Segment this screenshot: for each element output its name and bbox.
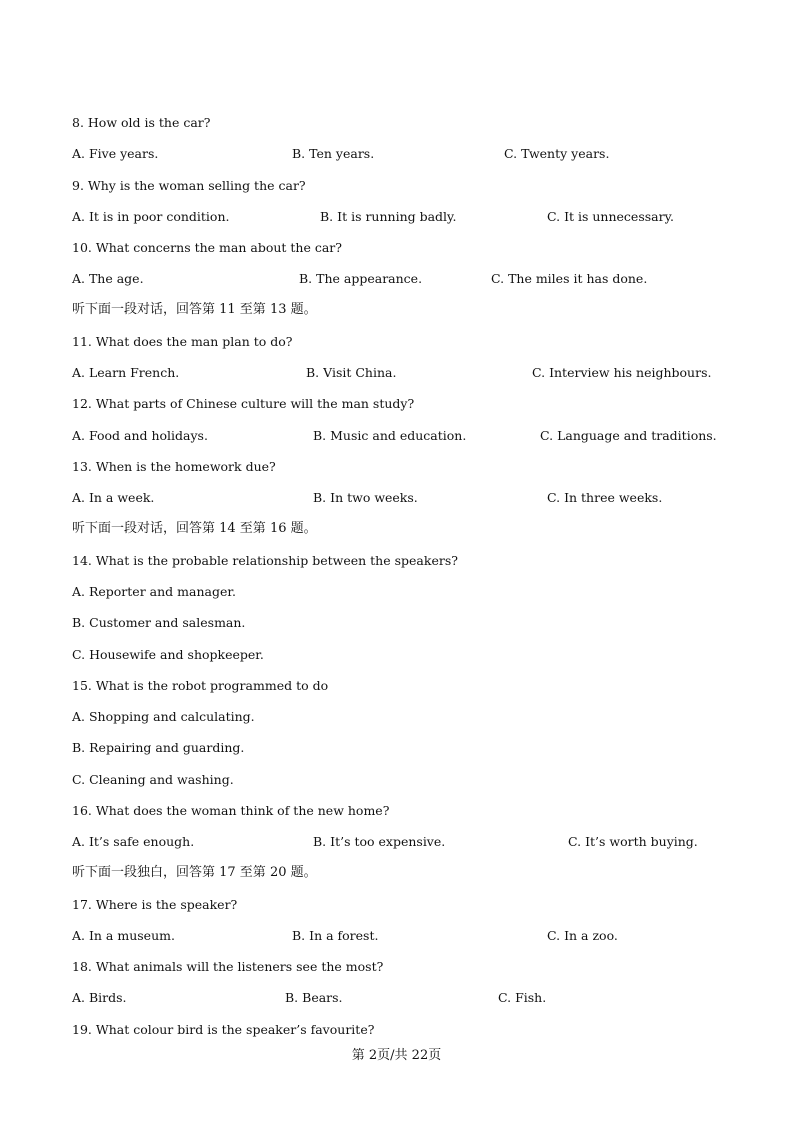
question-8-stem: 8. How old is the car? bbox=[72, 115, 211, 130]
option-a: A. The age. bbox=[72, 271, 144, 286]
option-b: B. In two weeks. bbox=[313, 490, 418, 505]
question-14-option-b: B. Customer and salesman. bbox=[72, 615, 246, 630]
option-a: A. Learn French. bbox=[72, 365, 180, 380]
question-16-stem: 16. What does the woman think of the new home? bbox=[72, 803, 390, 818]
question-17-stem: 17. Where is the speaker? bbox=[72, 897, 238, 912]
option-c: C. In a zoo. bbox=[547, 928, 618, 943]
option-c: C. It’s worth buying. bbox=[568, 834, 698, 849]
option-c: C. Fish. bbox=[498, 990, 547, 1005]
question-11-stem: 11. What does the man plan to do? bbox=[72, 334, 293, 349]
option-a: A. Five years. bbox=[72, 146, 159, 161]
option-b: B. In a forest. bbox=[292, 928, 379, 943]
option-c: C. The miles it has done. bbox=[491, 271, 648, 286]
question-15-stem: 15. What is the robot programmed to do bbox=[72, 678, 329, 693]
option-a: A. It’s safe enough. bbox=[72, 834, 195, 849]
option-c: C. Language and traditions. bbox=[540, 428, 717, 443]
option-b: B. Music and education. bbox=[313, 428, 467, 443]
question-14-option-c: C. Housewife and shopkeeper. bbox=[72, 647, 264, 662]
question-10-stem: 10. What concerns the man about the car? bbox=[72, 240, 342, 255]
option-a: A. Food and holidays. bbox=[72, 428, 208, 443]
question-13-stem: 13. When is the homework due? bbox=[72, 459, 276, 474]
section-heading-11-13: 听下面一段对话，回答第 11 至第 13 题。 bbox=[72, 302, 317, 317]
section-heading-17-20: 听下面一段独白，回答第 17 至第 20 题。 bbox=[72, 865, 317, 880]
option-b: B. The appearance. bbox=[299, 271, 423, 286]
question-15-option-b: B. Repairing and guarding. bbox=[72, 740, 245, 755]
question-18-stem: 18. What animals will the listeners see the most? bbox=[72, 959, 384, 974]
option-c: C. In three weeks. bbox=[547, 490, 663, 505]
page-number-footer: 第 2页/共 22页 bbox=[351, 1048, 442, 1063]
question-15-option-a: A. Shopping and calculating. bbox=[72, 709, 255, 724]
question-12-stem: 12. What parts of Chinese culture will the man study? bbox=[72, 396, 415, 411]
option-a: A. In a museum. bbox=[72, 928, 175, 943]
option-b: B. Ten years. bbox=[292, 146, 375, 161]
option-a: A. In a week. bbox=[72, 490, 155, 505]
option-c: C. It is unnecessary. bbox=[547, 209, 674, 224]
option-a: A. Birds. bbox=[72, 990, 127, 1005]
option-c: C. Interview his neighbours. bbox=[532, 365, 712, 380]
option-a: A. It is in poor condition. bbox=[72, 209, 230, 224]
question-15-option-c: C. Cleaning and washing. bbox=[72, 772, 234, 787]
section-heading-14-16: 听下面一段对话，回答第 14 至第 16 题。 bbox=[72, 521, 317, 536]
question-19-stem: 19. What colour bird is the speaker’s favourite? bbox=[72, 1022, 375, 1037]
option-b: B. It’s too expensive. bbox=[313, 834, 446, 849]
option-b: B. Bears. bbox=[285, 990, 343, 1005]
question-14-stem: 14. What is the probable relationship between the speakers? bbox=[72, 553, 458, 568]
question-14-option-a: A. Reporter and manager. bbox=[72, 584, 236, 599]
option-b: B. Visit China. bbox=[306, 365, 397, 380]
option-b: B. It is running badly. bbox=[320, 209, 457, 224]
question-9-stem: 9. Why is the woman selling the car? bbox=[72, 178, 306, 193]
option-c: C. Twenty years. bbox=[504, 146, 610, 161]
